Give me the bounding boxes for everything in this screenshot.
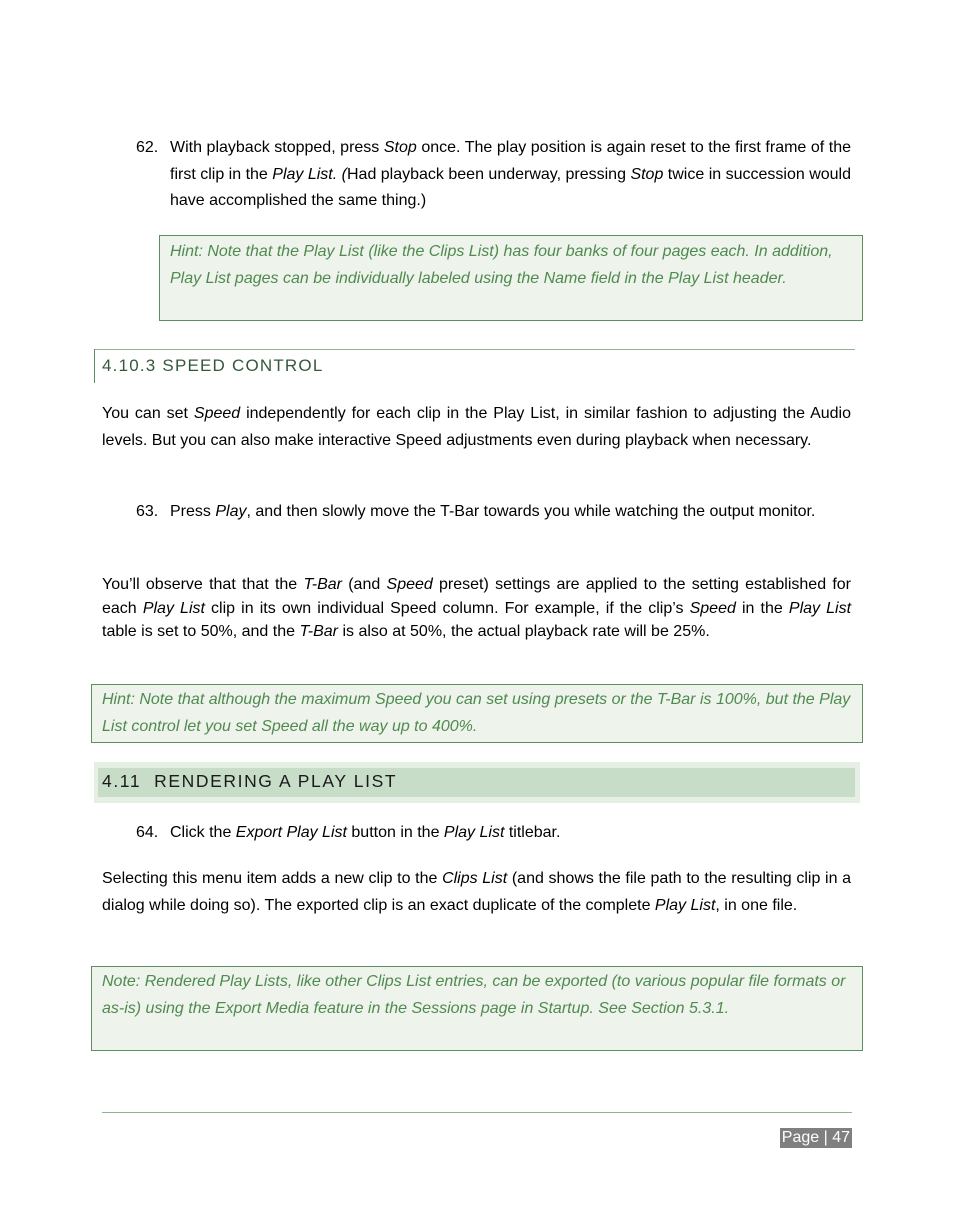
emphasis: Clips List [442,870,508,887]
emphasis: Play List. ( [272,165,347,183]
text: Selecting this menu item adds a new clip to the [102,870,443,887]
text: (and shows the file path to the resulting clip in a dialog while doing so). The exported clip is an exact duplicate of the complete [102,870,852,914]
note-box-rendered-play-lists [91,966,863,1051]
text: preset) settings are applied to the setting established for each [102,576,852,617]
text: Had playback been underway, pressing [346,165,631,183]
emphasis: Export Play List [235,824,347,841]
text: You’ll observe that that the [102,576,304,593]
section-number: 4.10.3 [102,356,157,375]
emphasis: Play [215,503,247,520]
text: clip in its own individual Speed column. For example, if the clip’s [204,599,690,617]
section-title: SPEED CONTROL [162,356,324,375]
page-number: Page | 47 [781,1129,850,1146]
list-item-62 [170,135,851,215]
list-number-63: 63. [136,503,159,520]
hint-text: Hint: Note that although the maximum Speed you can set using presets or the T-Bar is 100%, but the Play List control let you set Speed all the way up to 400%. [102,691,851,735]
text: , and then slowly move the T-Bar towards you while watching the output monitor. [246,503,816,520]
text: once. The play position is again reset to the first frame of the first clip in the [170,139,852,183]
text: independently for each clip in the Play List, in similar fashion to adjusting the Audio levels. But you can also make interactive Speed adjustments even during playback when necessary. [102,405,851,449]
paragraph-observe [102,573,851,644]
hint-text: Hint: Note that the Play List (like the Clips List) has four banks of four pages each. In addition, Play List pages can be individually labeled using the Name field in the Play List header. [170,243,833,287]
text: in the [735,599,789,617]
text: Press [170,503,216,520]
section-heading-4-10-3 [102,356,323,376]
text: , in one file. [715,896,798,914]
emphasis: Speed [689,599,736,617]
emphasis: Play List [443,824,505,841]
text: table is set to 50%, and the [102,623,300,640]
text: is also at 50%, the actual playback rate will be 25%. [338,623,710,640]
heading-rule [94,349,855,350]
emphasis: T-Bar [303,576,342,593]
text: Click the [170,824,236,841]
note-text: Note: Rendered Play Lists, like other Clips List entries, can be exported (to various popular file formats or as-is) using the Export Media feature in the Sessions page in Startup. See Section 5.3.1. [102,973,846,1017]
section-heading-4-11 [98,768,855,797]
list-item-63 [170,499,851,526]
emphasis: Stop [630,165,664,183]
footer-rule [102,1112,852,1113]
emphasis: Speed [193,405,241,422]
emphasis: Stop [383,139,417,156]
emphasis: Speed [386,576,433,593]
paragraph-speed [102,401,851,454]
paragraph-selecting [102,866,851,919]
hint-box-play-list-banks [159,235,863,321]
section-number: 4.11 [102,771,142,791]
section-title: RENDERING A PLAY LIST [154,771,398,791]
text: (and [341,576,387,593]
text: button in the [346,824,444,841]
list-number-64: 64. [136,824,159,841]
text: With playback stopped, press [170,139,384,156]
text: titlebar. [504,824,561,841]
hint-box-max-speed [91,684,863,743]
list-item-64 [170,820,851,847]
emphasis: Play List [788,599,852,617]
emphasis: T-Bar [299,623,338,640]
emphasis: Play List [142,599,205,617]
heading-left-bar [94,349,95,383]
text: You can set [102,405,194,422]
list-number-62: 62. [136,139,159,156]
text: twice in succession would have accomplished the same thing.) [170,165,852,209]
emphasis: Play List [654,896,716,914]
